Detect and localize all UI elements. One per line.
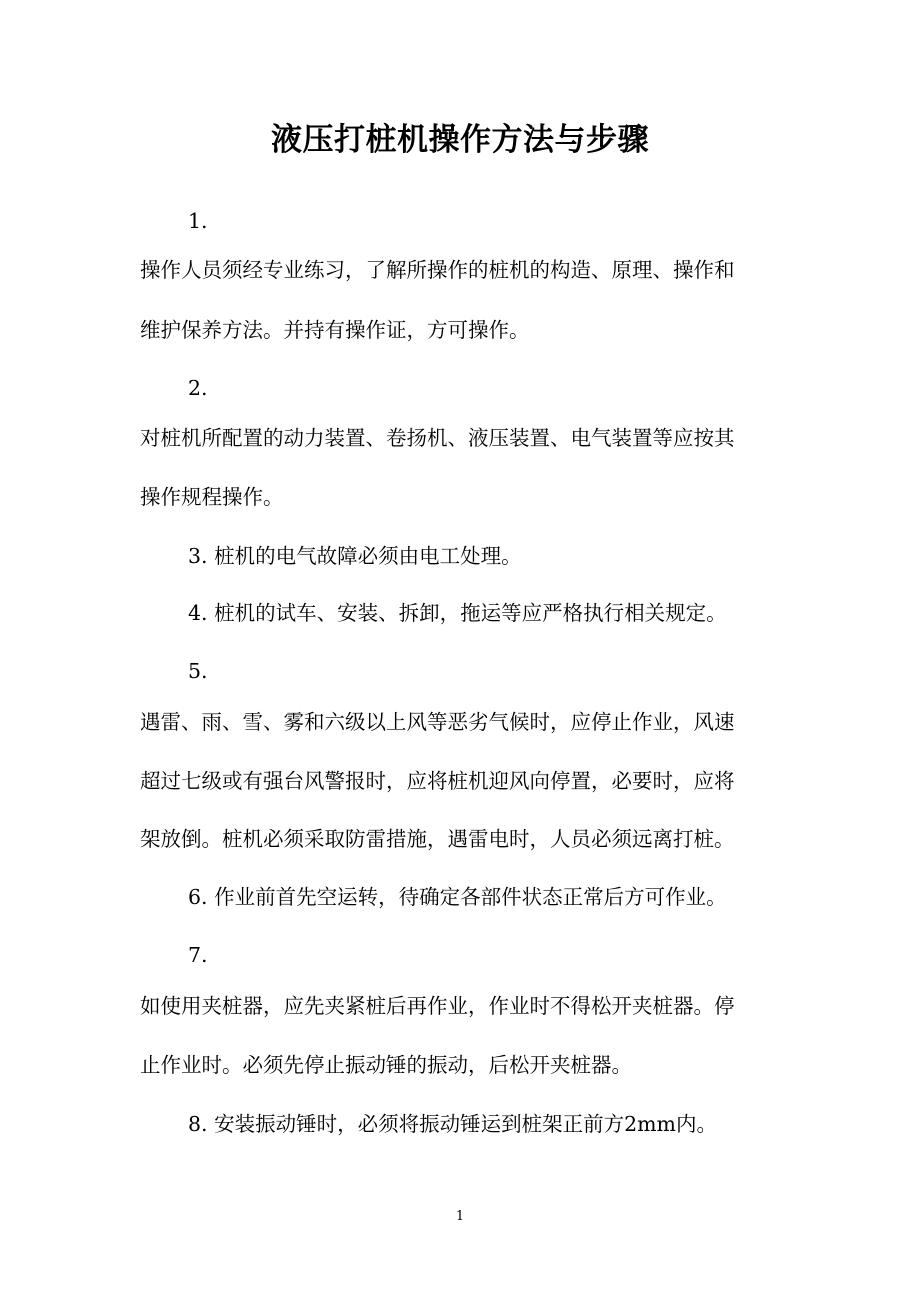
item-2-text-line-1: 对桩机所配置的动力装置、卷扬机、液压装置、电气装置等应按其 xyxy=(140,426,735,450)
document-title: 液压打桩机操作方法与步骤 xyxy=(271,122,649,158)
item-5-text-line-1: 遇雷、雨、雪、雾和六级以上风等恶劣气候时，应停止作业，风速 xyxy=(140,710,735,734)
item-4-text: 4. 桩机的试车、安装、拆卸，拖运等应严格执行相关规定。 xyxy=(188,601,727,625)
item-1-number: 1. xyxy=(188,209,208,233)
item-7-text-line-2: 止作业时。必须先停止振动锤的振动，后松开夹桩器。 xyxy=(140,1053,632,1077)
item-1-text-line-1: 操作人员须经专业练习，了解所操作的桩机的构造、原理、操作和 xyxy=(140,258,735,282)
item-6-text: 6. 作业前首先空运转，待确定各部件状态正常后方可作业。 xyxy=(188,885,727,909)
item-3-text: 3. 桩机的电气故障必须由电工处理。 xyxy=(188,544,522,568)
item-5-text-line-2: 超过七级或有强台风警报时，应将桩机迎风向停置，必要时，应将 xyxy=(140,769,735,793)
item-5-number: 5. xyxy=(188,659,208,683)
item-7-number: 7. xyxy=(188,943,208,967)
page-number: 1 xyxy=(455,1209,465,1224)
item-5-text-line-3: 架放倒。桩机必须采取防雷措施，遇雷电时，人员必须远离打桩。 xyxy=(140,827,735,851)
item-2-text-line-2: 操作规程操作。 xyxy=(140,485,284,509)
item-8-text: 8. 安装振动锤时，必须将振动锤运到桩架正前方2mm内。 xyxy=(188,1112,717,1136)
item-2-number: 2. xyxy=(188,376,208,400)
item-7-text-line-1: 如使用夹桩器，应先夹紧桩后再作业，作业时不得松开夹桩器。停 xyxy=(140,994,735,1018)
item-1-text-line-2: 维护保养方法。并持有操作证，方可操作。 xyxy=(140,318,530,342)
